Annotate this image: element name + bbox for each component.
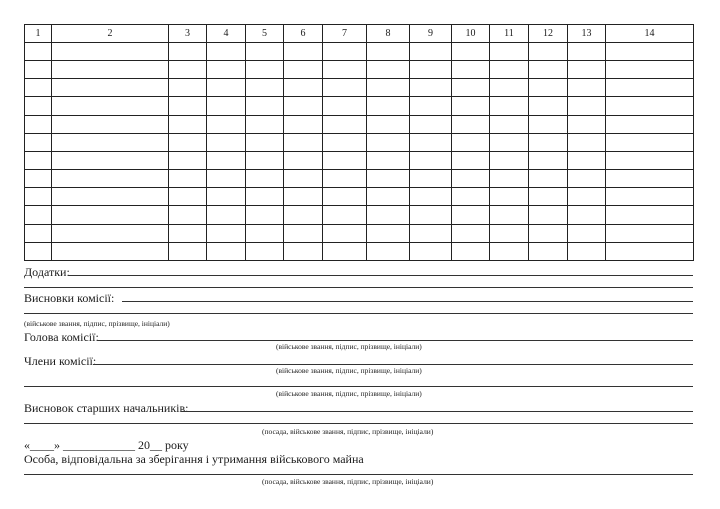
table-cell[interactable]: [410, 151, 452, 169]
table-cell[interactable]: [529, 115, 568, 133]
table-cell[interactable]: [246, 43, 284, 61]
members-line-1[interactable]: [93, 364, 693, 365]
table-cell[interactable]: [410, 188, 452, 206]
column-header: 1: [25, 25, 52, 43]
table-cell[interactable]: [52, 97, 169, 115]
table-cell[interactable]: [169, 61, 207, 79]
column-header: 2: [52, 25, 169, 43]
table-cell[interactable]: [246, 242, 284, 260]
table-cell[interactable]: [606, 43, 694, 61]
members-label: Члени комісії:: [24, 354, 97, 368]
table-cell[interactable]: [410, 224, 452, 242]
table-cell[interactable]: [284, 206, 323, 224]
table-cell[interactable]: [284, 133, 323, 151]
table-cell[interactable]: [246, 133, 284, 151]
table-cell[interactable]: [568, 97, 606, 115]
table-cell[interactable]: [606, 151, 694, 169]
table-cell[interactable]: [490, 97, 529, 115]
column-header: 5: [246, 25, 284, 43]
table-cell[interactable]: [410, 61, 452, 79]
column-header: 12: [529, 25, 568, 43]
table-cell[interactable]: [169, 115, 207, 133]
table-cell[interactable]: [207, 188, 246, 206]
table-cell[interactable]: [323, 115, 367, 133]
table-cell[interactable]: [25, 133, 52, 151]
table-cell[interactable]: [207, 206, 246, 224]
table-cell[interactable]: [25, 188, 52, 206]
table-cell[interactable]: [452, 224, 490, 242]
table-cell[interactable]: [323, 133, 367, 151]
table-header-row: [25, 25, 694, 43]
table-cell[interactable]: [169, 133, 207, 151]
table-body: [25, 43, 694, 261]
table-cell[interactable]: [367, 79, 410, 97]
table-cell[interactable]: [568, 43, 606, 61]
table-cell[interactable]: [207, 242, 246, 260]
table-cell[interactable]: [169, 43, 207, 61]
table-cell[interactable]: [169, 97, 207, 115]
attachments-line[interactable]: [68, 275, 693, 276]
table-cell[interactable]: [529, 188, 568, 206]
table-row: [25, 97, 694, 115]
column-header: 7: [323, 25, 367, 43]
table-cell[interactable]: [323, 188, 367, 206]
attachments-label: Додатки:: [24, 265, 70, 279]
table-row: [25, 170, 694, 188]
table-cell[interactable]: [25, 61, 52, 79]
table-cell[interactable]: [284, 61, 323, 79]
table-cell[interactable]: [606, 188, 694, 206]
chairman-caption: (військове звання, підпис, прізвище, ініціали): [276, 342, 422, 351]
column-header: 3: [169, 25, 207, 43]
table-cell[interactable]: [246, 151, 284, 169]
commission-conclusions-label: Висновки комісії:: [24, 291, 115, 305]
table-cell[interactable]: [25, 79, 52, 97]
table-cell[interactable]: [529, 206, 568, 224]
table-cell[interactable]: [246, 115, 284, 133]
table-cell[interactable]: [606, 170, 694, 188]
table-cell[interactable]: [490, 188, 529, 206]
table-cell[interactable]: [284, 170, 323, 188]
table-cell[interactable]: [367, 61, 410, 79]
table-cell[interactable]: [25, 97, 52, 115]
date-line: [24, 438, 189, 452]
table-cell[interactable]: [568, 224, 606, 242]
date-year-field[interactable]: __: [150, 438, 162, 452]
table-cell[interactable]: [568, 133, 606, 151]
members-caption-1: (військове звання, підпис, прізвище, ініціали): [276, 366, 422, 375]
table-row: [25, 115, 694, 133]
table-cell[interactable]: [323, 79, 367, 97]
members-line-2[interactable]: [24, 386, 693, 387]
chairman-line[interactable]: [97, 340, 693, 341]
table-cell[interactable]: [452, 151, 490, 169]
table-cell[interactable]: [207, 79, 246, 97]
table-cell[interactable]: [529, 61, 568, 79]
inventory-table: [24, 24, 694, 261]
table-row: [25, 224, 694, 242]
table-cell[interactable]: [246, 97, 284, 115]
commission-conclusions-line-2[interactable]: [24, 313, 693, 314]
column-header: 11: [490, 25, 529, 43]
column-header: 13: [568, 25, 606, 43]
table-cell[interactable]: [367, 133, 410, 151]
table-cell[interactable]: [452, 115, 490, 133]
table-cell[interactable]: [323, 170, 367, 188]
table-cell[interactable]: [452, 43, 490, 61]
table-cell[interactable]: [367, 43, 410, 61]
table-cell[interactable]: [52, 151, 169, 169]
table-cell[interactable]: [367, 151, 410, 169]
date-close-quote: »: [54, 438, 60, 452]
commission-conclusions-line[interactable]: [122, 301, 693, 302]
table-cell[interactable]: [169, 242, 207, 260]
table-cell[interactable]: [25, 206, 52, 224]
date-month-field[interactable]: ____________: [63, 438, 135, 452]
table-cell[interactable]: [169, 206, 207, 224]
table-cell[interactable]: [529, 43, 568, 61]
table-row: [25, 206, 694, 224]
table-cell[interactable]: [606, 224, 694, 242]
date-year-prefix: 20: [138, 438, 150, 452]
table-cell[interactable]: [410, 170, 452, 188]
table-cell[interactable]: [207, 115, 246, 133]
table-cell[interactable]: [246, 224, 284, 242]
table-cell[interactable]: [52, 224, 169, 242]
table-cell[interactable]: [323, 242, 367, 260]
table-cell[interactable]: [529, 97, 568, 115]
table-cell[interactable]: [52, 133, 169, 151]
table-cell[interactable]: [606, 206, 694, 224]
table-cell[interactable]: [490, 242, 529, 260]
table-cell[interactable]: [284, 242, 323, 260]
table-cell[interactable]: [452, 61, 490, 79]
table-cell[interactable]: [52, 43, 169, 61]
table-cell[interactable]: [25, 170, 52, 188]
table-cell[interactable]: [284, 43, 323, 61]
table-row: [25, 242, 694, 260]
table-cell[interactable]: [410, 79, 452, 97]
table-cell[interactable]: [25, 242, 52, 260]
table-cell[interactable]: [452, 188, 490, 206]
table-cell[interactable]: [529, 79, 568, 97]
column-header: 10: [452, 25, 490, 43]
table-cell[interactable]: [25, 115, 52, 133]
table-cell[interactable]: [410, 133, 452, 151]
table-cell[interactable]: [367, 170, 410, 188]
column-header: 8: [367, 25, 410, 43]
table-cell[interactable]: [284, 224, 323, 242]
table-cell[interactable]: [169, 188, 207, 206]
table-cell[interactable]: [367, 224, 410, 242]
table-cell[interactable]: [490, 224, 529, 242]
senior-chiefs-line-2[interactable]: [24, 423, 693, 424]
table-cell[interactable]: [606, 97, 694, 115]
table-cell[interactable]: [52, 115, 169, 133]
table-cell[interactable]: [25, 224, 52, 242]
table-cell[interactable]: [452, 97, 490, 115]
table-row: [25, 151, 694, 169]
table-cell[interactable]: [452, 133, 490, 151]
table-cell[interactable]: [207, 151, 246, 169]
date-open-quote: «: [24, 438, 30, 452]
responsible-person-label: Особа, відповідальна за зберігання і утримання військового майна: [24, 452, 364, 466]
table-cell[interactable]: [52, 206, 169, 224]
table-cell[interactable]: [568, 206, 606, 224]
table-cell[interactable]: [410, 97, 452, 115]
table-cell[interactable]: [529, 133, 568, 151]
responsible-person-caption: (посада, військове звання, підпис, прізвище, ініціали): [262, 477, 434, 486]
date-day-field[interactable]: ____: [30, 438, 54, 452]
members-caption-2: (військове звання, підпис, прізвище, ініціали): [276, 389, 422, 398]
table-cell[interactable]: [529, 242, 568, 260]
table-cell[interactable]: [207, 224, 246, 242]
table-cell[interactable]: [367, 97, 410, 115]
table-cell[interactable]: [284, 115, 323, 133]
table-cell[interactable]: [367, 115, 410, 133]
table-cell[interactable]: [529, 151, 568, 169]
table-cell[interactable]: [490, 151, 529, 169]
table-cell[interactable]: [568, 188, 606, 206]
table-cell[interactable]: [52, 79, 169, 97]
table-cell[interactable]: [452, 206, 490, 224]
table-cell[interactable]: [207, 43, 246, 61]
senior-chiefs-line[interactable]: [181, 411, 693, 412]
table-cell[interactable]: [52, 188, 169, 206]
table-cell[interactable]: [568, 170, 606, 188]
table-cell[interactable]: [490, 133, 529, 151]
table-cell[interactable]: [452, 242, 490, 260]
table-cell[interactable]: [52, 170, 169, 188]
table-cell[interactable]: [606, 61, 694, 79]
senior-chiefs-caption: (посада, військове звання, підпис, прізвище, ініціали): [262, 427, 434, 436]
table-cell[interactable]: [52, 242, 169, 260]
table-cell[interactable]: [207, 170, 246, 188]
table-cell[interactable]: [568, 79, 606, 97]
table-cell[interactable]: [169, 224, 207, 242]
table-cell[interactable]: [568, 115, 606, 133]
responsible-person-line[interactable]: [24, 474, 693, 475]
table-cell[interactable]: [568, 151, 606, 169]
table-cell[interactable]: [246, 61, 284, 79]
table-cell[interactable]: [207, 133, 246, 151]
table-cell[interactable]: [410, 206, 452, 224]
column-header: 4: [207, 25, 246, 43]
table-cell[interactable]: [52, 61, 169, 79]
table-cell[interactable]: [452, 170, 490, 188]
chairman-label: Голова комісії:: [24, 330, 99, 344]
table-cell[interactable]: [284, 188, 323, 206]
table-cell[interactable]: [606, 79, 694, 97]
table-cell[interactable]: [490, 43, 529, 61]
table-cell[interactable]: [323, 224, 367, 242]
table-cell[interactable]: [25, 151, 52, 169]
table-cell[interactable]: [490, 79, 529, 97]
table-row: [25, 61, 694, 79]
table-cell[interactable]: [410, 242, 452, 260]
table-cell[interactable]: [323, 97, 367, 115]
table-cell[interactable]: [284, 79, 323, 97]
table-cell[interactable]: [207, 97, 246, 115]
table-cell[interactable]: [529, 224, 568, 242]
table-row: [25, 79, 694, 97]
table-cell[interactable]: [25, 43, 52, 61]
table-cell[interactable]: [606, 133, 694, 151]
table-row: [25, 43, 694, 61]
date-year-suffix: року: [165, 438, 189, 452]
table-cell[interactable]: [284, 97, 323, 115]
table-cell[interactable]: [284, 151, 323, 169]
table-cell[interactable]: [323, 61, 367, 79]
table-cell[interactable]: [207, 61, 246, 79]
table-cell[interactable]: [246, 170, 284, 188]
table-cell[interactable]: [323, 43, 367, 61]
table-cell[interactable]: [410, 115, 452, 133]
table-cell[interactable]: [606, 242, 694, 260]
commission-conclusions-caption: (військове звання, підпис, прізвище, ініціали): [24, 319, 170, 328]
table-cell[interactable]: [490, 61, 529, 79]
table-cell[interactable]: [246, 188, 284, 206]
table-cell[interactable]: [169, 79, 207, 97]
table-cell[interactable]: [452, 79, 490, 97]
table-cell[interactable]: [410, 43, 452, 61]
table-cell[interactable]: [323, 206, 367, 224]
table-cell[interactable]: [490, 170, 529, 188]
table-cell[interactable]: [367, 206, 410, 224]
attachments-line-2[interactable]: [24, 287, 693, 288]
table-cell[interactable]: [323, 151, 367, 169]
table-cell[interactable]: [529, 170, 568, 188]
table-row: [25, 188, 694, 206]
column-header: 14: [606, 25, 694, 43]
table-cell[interactable]: [490, 115, 529, 133]
table-cell[interactable]: [606, 115, 694, 133]
table-cell[interactable]: [169, 170, 207, 188]
table-cell[interactable]: [169, 151, 207, 169]
column-header: 9: [410, 25, 452, 43]
table-cell[interactable]: [246, 79, 284, 97]
table-cell[interactable]: [367, 188, 410, 206]
column-header: 6: [284, 25, 323, 43]
senior-chiefs-label: Висновок старших начальників:: [24, 401, 189, 415]
table-cell[interactable]: [568, 61, 606, 79]
table-cell[interactable]: [568, 242, 606, 260]
table-cell[interactable]: [367, 242, 410, 260]
table-row: [25, 133, 694, 151]
table-cell[interactable]: [490, 206, 529, 224]
table-cell[interactable]: [246, 206, 284, 224]
